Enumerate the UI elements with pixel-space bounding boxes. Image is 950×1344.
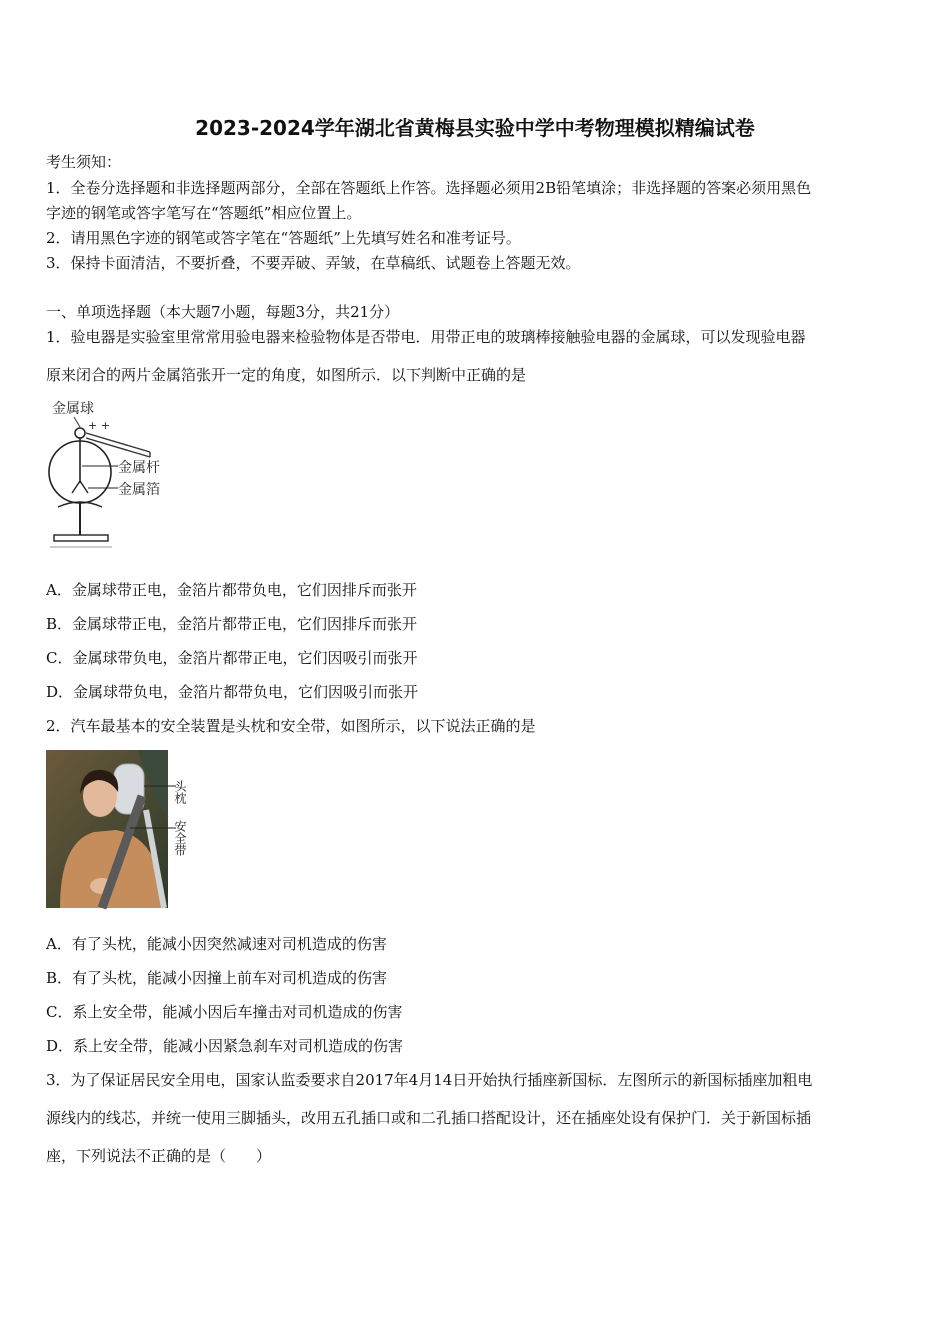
question-3-stem: 座，下列说法不正确的是（ ）	[46, 1147, 272, 1165]
question-3-stem: 3．为了保证居民安全用电，国家认监委要求自2017年4月14日开始执行插座新国标．左图所示的新国标插座加粗电	[46, 1071, 813, 1089]
notice-item: 字迹的钢笔或答字笔写在“答题纸”相应位置上。	[46, 204, 362, 222]
section-heading: 一、单项选择题（本大题7小题，每题3分，共21分）	[46, 303, 400, 321]
notice-heading: 考生须知：	[46, 153, 122, 171]
question-2-stem: 2．汽车最基本的安全装置是头枕和安全带，如图所示，以下说法正确的是	[46, 717, 536, 735]
label-headrest: 头枕	[173, 780, 187, 804]
notice-item: 1．全卷分选择题和非选择题两部分，全部在答题纸上作答。选择题必须用2B铅笔填涂；非选择题的答案必须用黑色	[46, 179, 812, 197]
q1-option-a: A．金属球带正电，金箔片都带负电，它们因排斥而张开	[46, 581, 417, 599]
q2-option-d: D．系上安全带，能减小因紧急刹车对司机造成的伤害	[46, 1037, 404, 1055]
car-seat-photo	[46, 750, 198, 910]
page-title: 2023-2024学年湖北省黄梅县实验中学中考物理模拟精编试卷	[195, 116, 755, 140]
question-1-stem: 原来闭合的两片金属箔张开一定的角度，如图所示．以下判断中正确的是	[46, 366, 527, 384]
notice-item: 2．请用黑色字迹的钢笔或答字笔在“答题纸”上先填写姓名和准考证号。	[46, 229, 521, 247]
label-rod: 金属杆	[118, 460, 160, 476]
q1-option-d: D．金属球带负电，金箔片都带负电，它们因吸引而张开	[46, 683, 419, 701]
q2-option-a: A．有了头枕，能减小因突然减速对司机造成的伤害	[46, 935, 387, 953]
notice-item: 3．保持卡面清洁，不要折叠，不要弄破、弄皱，在草稿纸、试题卷上答题无效。	[46, 254, 581, 272]
q1-option-b: B．金属球带正电，金箔片都带正电，它们因排斥而张开	[46, 615, 418, 633]
label-seatbelt: 安全带	[173, 820, 187, 856]
label-ball: 金属球	[52, 401, 94, 417]
question-3-stem: 源线内的线芯，并统一使用三脚插头，改用五孔插口或和二孔插口搭配设计，还在插座处设有保护门．关于新国标插	[46, 1109, 812, 1127]
charge-sign: + +	[88, 419, 110, 432]
q2-option-b: B．有了头枕，能减小因撞上前车对司机造成的伤害	[46, 969, 388, 987]
q1-option-c: C．金属球带负电，金箔片都带正电，它们因吸引而张开	[46, 649, 418, 667]
q2-option-c: C．系上安全带，能减小因后车撞击对司机造成的伤害	[46, 1003, 403, 1021]
electroscope-figure	[44, 395, 184, 553]
label-foil: 金属箔	[118, 482, 160, 498]
question-1-stem: 1．验电器是实验室里常常用验电器来检验物体是否带电．用带正电的玻璃棒接触验电器的金属球，可以发现验电器	[46, 328, 806, 346]
